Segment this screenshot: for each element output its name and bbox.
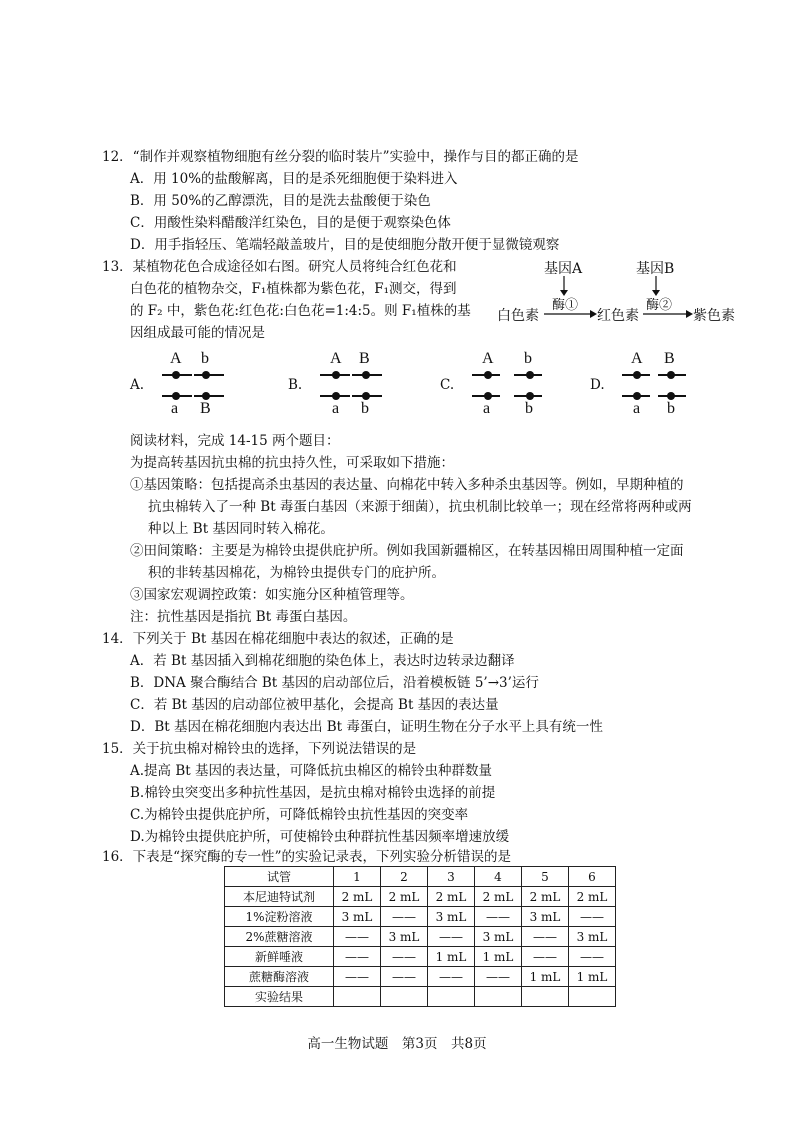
option-b-label: B. bbox=[288, 377, 303, 393]
table-cell: 2 mL bbox=[475, 887, 522, 907]
table-cell: 蔗糖酶溶液 bbox=[225, 967, 334, 987]
material-p1-line-1: ①基因策略：包括提高杀虫基因的表达量、向棉花中转入多种杀虫基因等。例如，早期种植的 bbox=[130, 477, 684, 493]
table-cell: 1 mL bbox=[569, 967, 616, 987]
table-row bbox=[225, 907, 616, 927]
allele-top-1: A bbox=[170, 350, 182, 367]
table-cell: —— bbox=[569, 907, 616, 927]
q15-option-b: B.棉铃虫突变出多种抗性基因，是抗虫棉对棉铃虫选择的前提 bbox=[130, 785, 496, 801]
q12-option-b: B．用 50%的乙醇漂洗，目的是洗去盐酸便于染色 bbox=[130, 193, 431, 209]
table-cell: 1 mL bbox=[522, 967, 569, 987]
allele-top-2: b bbox=[524, 350, 532, 367]
table-cell: —— bbox=[334, 927, 381, 947]
q12-option-c: C．用酸性染料醋酸洋红染色，目的是便于观察染色体 bbox=[130, 215, 451, 231]
header-cell: 3 bbox=[428, 867, 475, 887]
q15-option-a: A.提高 Bt 基因的表达量，可降低抗虫棉区的棉铃虫种群数量 bbox=[130, 763, 492, 779]
q15-option-c: C.为棉铃虫提供庇护所，可降低棉铃虫抗性基因的突变率 bbox=[130, 807, 469, 823]
option-c-label: C. bbox=[440, 377, 455, 393]
q12-option-a: A．用 10%的盐酸解离，目的是杀死细胞便于染料进入 bbox=[130, 171, 458, 187]
option-d-label: D. bbox=[590, 377, 605, 393]
table-row bbox=[225, 987, 616, 1007]
q14-option-a: A．若 Bt 基因插入到棉花细胞的染色体上，表达时边转录边翻译 bbox=[130, 653, 515, 669]
table-cell: 2 mL bbox=[334, 887, 381, 907]
table-cell: —— bbox=[522, 947, 569, 967]
q14-option-d: D．Bt 基因在棉花细胞内表达出 Bt 毒蛋白，证明生物在分子水平上具有统一性 bbox=[130, 719, 603, 735]
table-cell: 1 mL bbox=[475, 947, 522, 967]
table-cell: 1%淀粉溶液 bbox=[225, 907, 334, 927]
red-pigment-label: 红色素 bbox=[597, 308, 639, 324]
table-cell: —— bbox=[428, 967, 475, 987]
table-cell bbox=[522, 987, 569, 1007]
gene-a-label: 基因A bbox=[544, 261, 583, 277]
table-cell: 3 mL bbox=[428, 907, 475, 927]
allele-top-2: B bbox=[359, 350, 370, 367]
allele-top-1: A bbox=[631, 350, 643, 367]
table-cell: —— bbox=[381, 967, 428, 987]
gene-b-label: 基因B bbox=[636, 261, 675, 277]
q13-option-d-diagram bbox=[590, 350, 700, 420]
table-cell: 新鲜唾液 bbox=[225, 947, 334, 967]
table-cell bbox=[334, 987, 381, 1007]
table-cell: —— bbox=[334, 947, 381, 967]
table-cell: —— bbox=[475, 907, 522, 927]
table-row bbox=[225, 927, 616, 947]
table-row bbox=[225, 887, 616, 907]
purple-pigment-label: 紫色素 bbox=[693, 308, 735, 324]
enzyme-2-label: 酶② bbox=[646, 298, 673, 313]
table-cell: —— bbox=[381, 947, 428, 967]
table-cell: —— bbox=[475, 967, 522, 987]
q13-stem-line-4: 因组成最可能的情况是 bbox=[130, 325, 265, 341]
table-cell bbox=[381, 987, 428, 1007]
material-p1-line-3: 种以上 Bt 基因同时转入棉花。 bbox=[148, 521, 334, 537]
table-cell: 1 mL bbox=[428, 947, 475, 967]
table-cell: 3 mL bbox=[475, 927, 522, 947]
page-footer: 高一生物试题 第3页 共8页 bbox=[307, 1036, 487, 1052]
material-intro: 阅读材料，完成 14-15 两个题目： bbox=[130, 433, 340, 449]
enzyme-1-label: 酶① bbox=[552, 298, 579, 313]
material-p3: ③国家宏观调控政策：如实施分区种植管理等。 bbox=[130, 587, 414, 603]
material-p1-line-2: 抗虫棉转入了一种 Bt 毒蛋白基因（来源于细菌），抗虫机制比较单一；现在经常将两种或两 bbox=[148, 499, 692, 515]
option-a-label: A. bbox=[130, 377, 145, 393]
experiment-record-table bbox=[224, 866, 616, 1007]
allele-bottom-2: b bbox=[525, 400, 533, 417]
allele-bottom-2: b bbox=[667, 400, 675, 417]
q13-stem-line-3: 的 F₂ 中，紫色花:红色花:白色花=1:4:5。则 F₁植株的基 bbox=[130, 303, 471, 319]
table-row bbox=[225, 947, 616, 967]
q14-stem: 14．下列关于 Bt 基因在棉花细胞中表达的叙述，正确的是 bbox=[102, 631, 454, 647]
allele-top-1: A bbox=[330, 350, 342, 367]
table-cell: 本尼迪特试剂 bbox=[225, 887, 334, 907]
table-cell: 2 mL bbox=[428, 887, 475, 907]
header-cell: 试管 bbox=[225, 867, 334, 887]
q14-option-b: B．DNA 聚合酶结合 Bt 基因的启动部位后，沿着模板链 5’→3’运行 bbox=[130, 675, 539, 691]
table-cell: —— bbox=[428, 927, 475, 947]
q12-option-d: D．用手指轻压、笔端轻敲盖玻片，目的是使细胞分散开便于显微镜观察 bbox=[130, 237, 560, 253]
table-cell: 2%蔗糖溶液 bbox=[225, 927, 334, 947]
q14-option-c: C．若 Bt 基因的启动部位被甲基化，会提高 Bt 基因的表达量 bbox=[130, 697, 499, 713]
q13-option-a-diagram bbox=[130, 350, 240, 420]
table-cell: —— bbox=[569, 947, 616, 967]
header-cell: 2 bbox=[381, 867, 428, 887]
allele-top-2: B bbox=[664, 350, 675, 367]
material-lead: 为提高转基因抗虫棉的抗虫持久性，可采取如下措施： bbox=[130, 455, 454, 471]
allele-bottom-1: a bbox=[633, 400, 641, 417]
q12-stem: 12．“制作并观察植物细胞有丝分裂的临时装片”实验中，操作与目的都正确的是 bbox=[102, 149, 579, 165]
table-header-row bbox=[225, 867, 616, 887]
allele-bottom-2: b bbox=[361, 400, 369, 417]
allele-bottom-1: a bbox=[332, 400, 340, 417]
table-cell: 3 mL bbox=[522, 907, 569, 927]
table-cell: 2 mL bbox=[381, 887, 428, 907]
table-cell bbox=[569, 987, 616, 1007]
q16-stem: 16．下表是“探究酶的专一性”的实验记录表，下列实验分析错误的是 bbox=[102, 849, 511, 865]
header-cell: 4 bbox=[475, 867, 522, 887]
table-cell: 3 mL bbox=[569, 927, 616, 947]
table-cell: 3 mL bbox=[381, 927, 428, 947]
q15-option-d: D.为棉铃虫提供庇护所，可使棉铃虫种群抗性基因频率增速放缓 bbox=[130, 829, 510, 845]
q13-stem-line-2: 白色花的植物杂交，F₁植株都为紫色花，F₁测交，得到 bbox=[130, 281, 457, 297]
q15-stem: 15．关于抗虫棉对棉铃虫的选择，下列说法错误的是 bbox=[102, 741, 417, 757]
q13-option-c-diagram bbox=[440, 350, 550, 420]
header-cell: 6 bbox=[569, 867, 616, 887]
table-cell: —— bbox=[381, 907, 428, 927]
table-cell bbox=[428, 987, 475, 1007]
table-row bbox=[225, 967, 616, 987]
header-cell: 1 bbox=[334, 867, 381, 887]
table-cell: —— bbox=[334, 967, 381, 987]
allele-top-1: A bbox=[482, 350, 494, 367]
material-p2-line-2: 积的非转基因棉花，为棉铃虫提供专门的庇护所。 bbox=[148, 565, 445, 581]
table-cell: 实验结果 bbox=[225, 987, 334, 1007]
allele-bottom-1: a bbox=[483, 400, 491, 417]
pathway-arrows bbox=[0, 0, 794, 340]
header-cell: 5 bbox=[522, 867, 569, 887]
table-cell: —— bbox=[522, 927, 569, 947]
material-p2-line-1: ②田间策略：主要是为棉铃虫提供庇护所。例如我国新疆棉区，在转基因棉田周围种植一定面 bbox=[130, 543, 684, 559]
allele-top-2: b bbox=[201, 350, 209, 367]
q13-stem-line-1: 13．某植物花色合成途径如右图。研究人员将纯合红色花和 bbox=[102, 259, 457, 275]
table-cell bbox=[475, 987, 522, 1007]
q13-option-b-diagram bbox=[288, 350, 398, 420]
table-cell: 3 mL bbox=[334, 907, 381, 927]
table-cell: 2 mL bbox=[522, 887, 569, 907]
material-note: 注：抗性基因是指抗 Bt 毒蛋白基因。 bbox=[130, 609, 357, 625]
allele-bottom-1: a bbox=[171, 400, 179, 417]
allele-bottom-2: B bbox=[200, 400, 211, 417]
table-cell: 2 mL bbox=[569, 887, 616, 907]
white-pigment-label: 白色素 bbox=[497, 308, 539, 324]
